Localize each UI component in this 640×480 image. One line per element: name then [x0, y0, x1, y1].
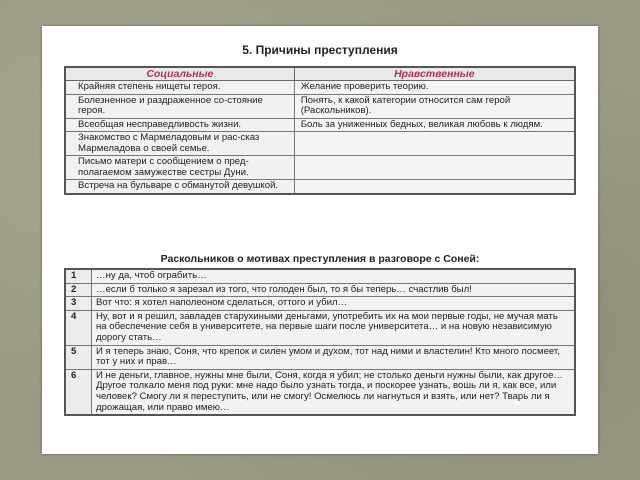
social-cause: Всеобщая несправедливость жизни.	[65, 118, 294, 132]
social-cause: Знакомство с Мармеладовым и рас-сказ Мармеладова о своей семье.	[65, 132, 294, 156]
motive-number: 6	[65, 369, 92, 415]
motives-table	[64, 268, 576, 416]
social-cause: Крайняя степень нищеты героя.	[65, 81, 294, 95]
social-cause: Встреча на бульваре с обманутой девушкой.	[65, 180, 294, 194]
table-row	[65, 369, 575, 415]
motive-number: 5	[65, 345, 92, 369]
motive-quote: И я теперь знаю, Соня, что крепок и силен умом и духом, тот над ними и властелин! Кто много посмеет, тот у них и прав…	[92, 345, 576, 369]
social-cause: Болезненное и раздраженное со-стояние героя.	[65, 94, 294, 118]
table-row	[65, 297, 575, 311]
motive-number: 2	[65, 283, 92, 297]
motive-number: 4	[65, 310, 92, 345]
header-moral: Нравственные	[294, 67, 575, 81]
table-row	[65, 310, 575, 345]
moral-cause: Понять, к какой категории относится сам герой (Раскольников).	[294, 94, 575, 118]
moral-cause: Желание проверить теорию.	[294, 81, 575, 95]
motive-number: 1	[65, 269, 92, 283]
motive-quote: Вот что: я хотел наполеоном сделаться, оттого и убил…	[92, 297, 576, 311]
header-social: Социальные	[65, 67, 294, 81]
causes-table	[64, 66, 576, 195]
motive-quote: Ну, вот и я решил, завладев старухиными деньгами, употребить их на мои первые годы, не мучая мать на обеспечение себя в университете, на первые шаги после университета… и на новую независимую дорогу стать…	[92, 310, 576, 345]
table-row	[65, 180, 575, 194]
table-row	[65, 269, 575, 283]
table-row	[65, 81, 575, 95]
moral-cause	[294, 132, 575, 156]
moral-cause: Боль за униженных бедных, великая любовь к людям.	[294, 118, 575, 132]
table-row	[65, 94, 575, 118]
motive-quote: …если б только я зарезал из того, что голоден был, то я бы теперь… счастлив был!	[92, 283, 576, 297]
motive-quote: …ну да, чтоб ограбить…	[92, 269, 576, 283]
motives-subtitle: Раскольников о мотивах преступления в разговоре с Соней:	[160, 253, 480, 265]
social-cause: Письмо матери с сообщением о пред-полагаемом замужестве сестры Дуни.	[65, 156, 294, 180]
moral-cause	[294, 180, 575, 194]
table-row	[65, 345, 575, 369]
table-row	[65, 118, 575, 132]
motive-number: 3	[65, 297, 92, 311]
moral-cause	[294, 156, 575, 180]
slide-sheet	[42, 26, 598, 454]
table-row	[65, 132, 575, 156]
table-row	[65, 283, 575, 297]
table-row	[65, 156, 575, 180]
causes-header-row	[65, 67, 575, 81]
page-title: 5. Причины преступления	[242, 43, 398, 57]
motive-quote: И не деньги, главное, нужны мне были, Соня, когда я убил; не столько деньги нужны были, как другое… Другое толкало меня под руки: мне надо было узнать тогда, и поскорее узнать, вошь ли я, как все, или человек? Смогу ли я переступить, или не смогу! Осмелюсь ли нагнуться и взять, или нет? Тварь ли я дрожащая, или право имею…	[92, 369, 576, 415]
